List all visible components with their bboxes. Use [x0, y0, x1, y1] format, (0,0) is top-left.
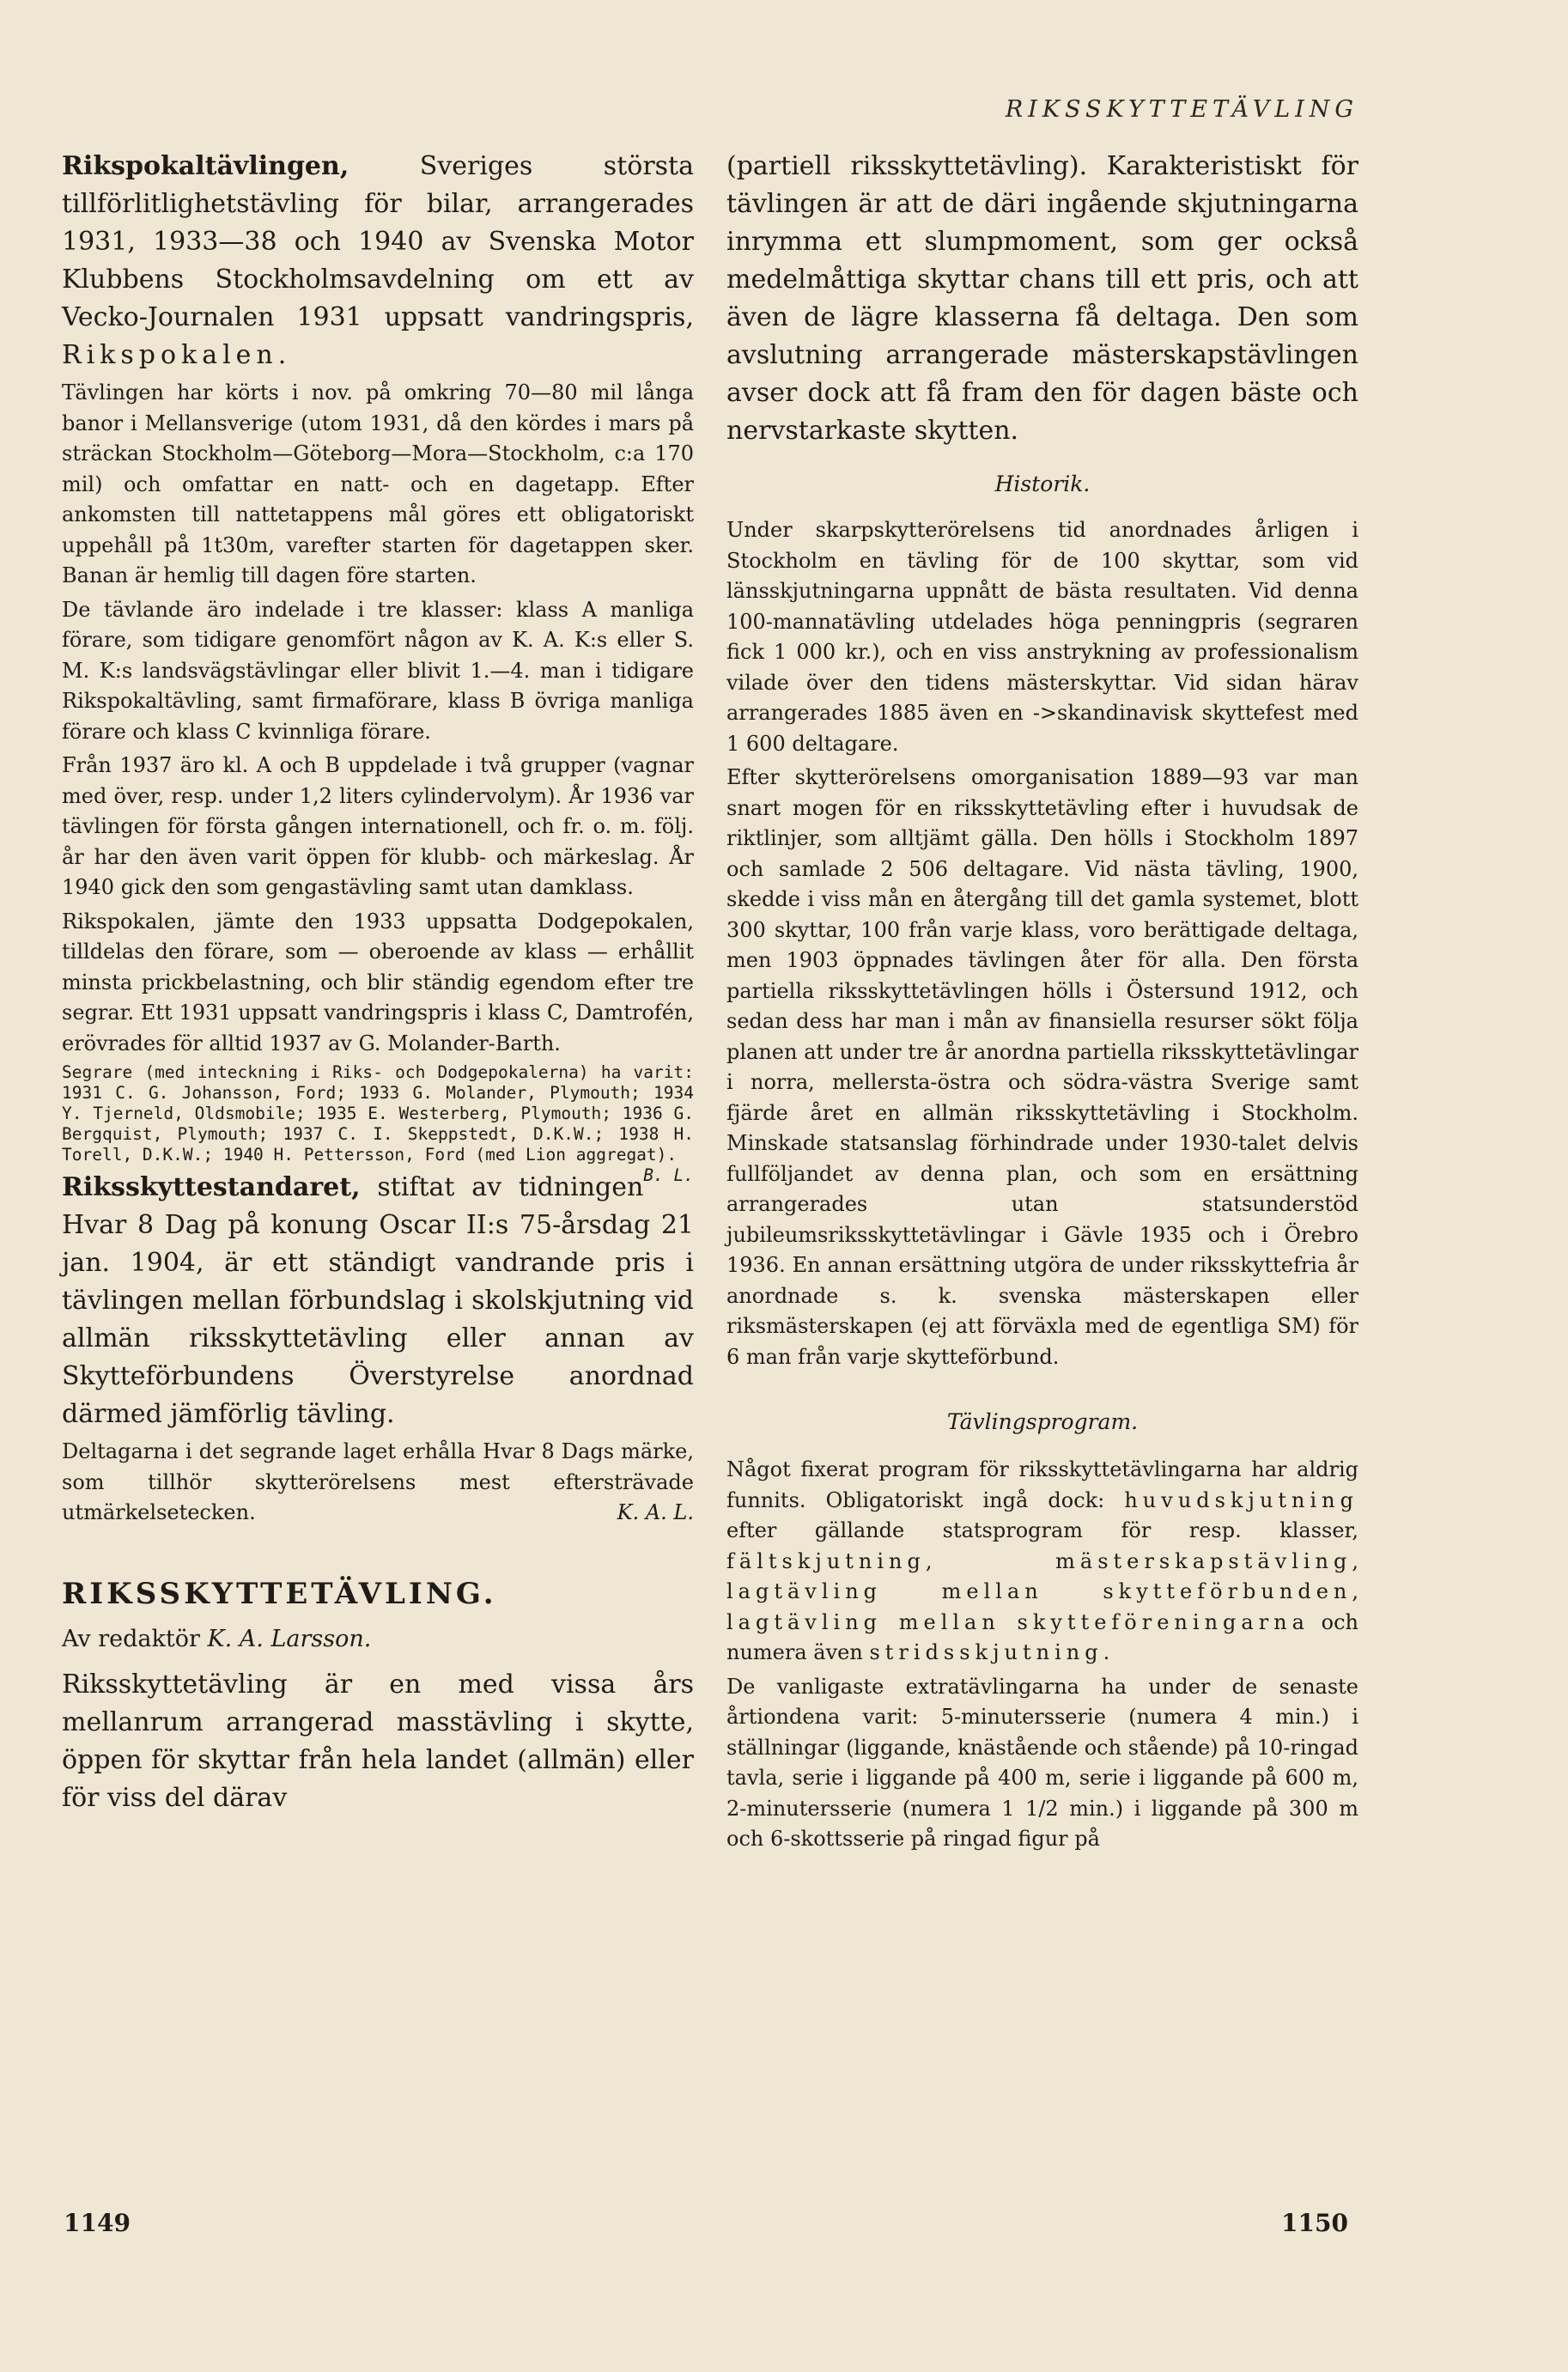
program-text-k: och numera även [726, 1609, 1358, 1664]
program-text-a: Något fixerat program för riksskyttetävlingarna har aldrig funnits. Obligatoriskt ingå dock: [726, 1457, 1358, 1512]
program-text-g: , [1352, 1548, 1358, 1573]
article-title: RIKSSKYTTETÄVLING. [62, 1576, 497, 1611]
program-term-lag-forening: lagtävling mellan skytteföreningarna [726, 1609, 1310, 1634]
historik-heading: Historik. [994, 471, 1091, 496]
rikspokal-paragraph-2: Tävlingen har körts i nov. på omkring 70—80 mil långa banor i Mellansverige (utom 1931, då den kördes i mars på sträckan Stockholm—Göteborg—Mora—Stockholm, c:a 170 mil) och omfattar en natt- och en dagetapp. Efter ankomsten till nattetappens mål göres ett obligatoriskt uppehåll på 1t30m, varefter starten för dagetappen sker. Banan är hemlig till dagen före starten. [62, 380, 694, 587]
program-heading: Tävlingsprogram. [946, 1409, 1139, 1434]
rikspokal-paragraph-3: De tävlande äro indelade i tre klasser: klass A manliga förare, som tidigare genomfört någon av K. A. K:s eller S. M. K:s landsvägstävlingar eller blivit 1.—4. man i tidigare Rikspokaltävling, samt firmaförare, klass B övriga manliga förare och klass C kvinnliga förare. [62, 597, 694, 744]
program-term-lag-forbund: lagtävling mellan skytteförbunden [726, 1579, 1352, 1603]
rikspokal-paragraph-5: Rikspokalen, jämte den 1933 uppsatta Dodgepokalen, tilldelas den förare, som — oberoende av klass — erhållit minsta prickbelastning, och blir ständig egendom efter tre segrar. Ett 1931 uppsatt vandringspris i klass C, Damtrofén, erövrades för alltid 1937 av G. Molander-Barth. [62, 909, 694, 1055]
rikspokal-intro-text: Sveriges största tillförlitlighetstävling för bilar, arrangerades 1931, 1933—38 och 1940 av Svenska Motor Klubbens Stockholmsavdelning om ett av Vecko-Journalen 1931 uppsatt vandringspris, [62, 151, 694, 332]
program-term-huvudskjutning: huvudskjutning [1124, 1487, 1358, 1512]
article-continuation: (partiell riksskyttetävling). Karakteristiskt för tävlingen är att de däri ingående skjutningarna inrymma ett slumpmoment, som ger också medelmåttiga skyttar chans till ett pris, och att även de lägre klasserna få deltaga. Den som avslutning arrangerade mästerskapstävlingen avser dock att få fram den för dagen bäste och nervstarkaste skytten. [726, 151, 1358, 446]
rikspokal-lead: Rikspokaltävlingen, [62, 151, 349, 181]
standard-intro-text: stiftat av tidningen Hvar 8 Dag på konung Oscar II:s 75-årsdag 21 jan. 1904, är ett ständigt vandrande pris i tävlingen mellan förbundslag i skolskjutning vid allmän riksskyttetävling eller annan av Skytteförbundens Överstyrelse anordnad därmed jämförlig tävling. [62, 1172, 694, 1429]
program-paragraph-1 [726, 1455, 1358, 1669]
historik-paragraph-1: Under skarpskytterörelsens tid anordnades årligen i Stockholm en tävling för de 100 skyttar, som vid länsskjutningarna uppnått de bästa resultaten. Vid denna 100-mannatävling utdelades höga penningpris (segraren fick 1 000 kr.), och en viss anstrykning av professionalism vilade över den tidens mästerskyttar. Vid sidan härav arrangerades 1885 även en ->skandinavisk skyttefest med 1 600 deltagare. [726, 518, 1358, 756]
program-paragraph-2: De vanligaste extratävlingarna ha under de senaste årtiondena varit: 5-minutersserie (numera 4 min.) i ställningar (liggande, knästående och stående) på 10-ringad tavla, serie i liggande på 400 m, serie i liggande på 600 m, 2-minutersserie (numera 1 1/2 min.) i liggande på 300 m och 6-skottsserie på ringad figur på [726, 1674, 1358, 1851]
byline-prefix: Av redaktör [62, 1625, 208, 1652]
right-column [726, 148, 1358, 1858]
rikspokal-intro-spaced: Rikspokalen. [62, 340, 292, 370]
article-intro: Riksskyttetävling är en med vissa års mellanrum arrangerad masstävling i skytte, öppen för skyttar från hela landet (allmän) eller för viss del därav [62, 1669, 694, 1813]
article-byline [62, 1623, 694, 1656]
page-number-left: 1149 [64, 2209, 131, 2237]
program-term-faltskjutning: fältskjutning [726, 1548, 926, 1573]
program-text-i: , [1352, 1579, 1358, 1603]
rikspokal-intro [62, 148, 694, 374]
standard-paragraph-2 [62, 1437, 694, 1529]
rikspokal-paragraph-4: Från 1937 äro kl. A och B uppdelade i två grupper (vagnar med över, resp. under 1,2 liters cylindervolym). År 1936 var tävlingen för första gången internationell, och fr. o. m. följ. år har den även varit öppen för klubb- och märkeslag. År 1940 gick den som gengastävling samt utan damklass. [62, 753, 694, 899]
rikspokal-winners [62, 1062, 694, 1185]
standard-paragraph-2-text: Deltagarna i det segrande laget erhålla Hvar 8 Dags märke, som tillhör skytterörelsens mest eftersträvade utmärkelsetecken. [62, 1439, 694, 1524]
rikspokal-winners-text: Segrare (med inteckning i Riks- och Dodgepokalerna) ha varit: 1931 C. G. Johansson, Ford; 1933 G. Molander, Plymouth; 1934 Y. Tjerneld, Oldsmobile; 1935 E. Westerberg, Plymouth; 1936 G. Bergquist, Plymouth; 1937 C. I. Skeppstedt, D.K.W.; 1938 H. Torell, D.K.W.; 1940 H. Pettersson, Ford (med Lion aggregat). [62, 1062, 694, 1165]
byline-name: K. A. Larsson. [207, 1625, 372, 1652]
standard-lead: Riksskyttestandaret, [62, 1172, 361, 1202]
rikspokal-signature: B. L. [643, 1165, 694, 1185]
program-text-e: , [925, 1548, 1056, 1573]
page-number-right: 1150 [1281, 2209, 1348, 2237]
standard-signature: K. A. L. [617, 1500, 694, 1524]
program-term-strid: stridsskjutning [869, 1640, 1103, 1664]
program-text-c: efter gällande statsprogram för resp. klasser, [726, 1518, 1358, 1542]
standard-intro [62, 1169, 694, 1433]
historik-paragraph-2: Efter skytterörelsens omorganisation 1889—93 var man snart mogen för en riksskyttetävling efter i huvudsak de riktlinjer, som alltjämt gälla. Den hölls i Stockholm 1897 och samlade 2 506 deltagare. Vid nästa tävling, 1900, skedde i viss mån en återgång till det gamla systemet, blott 300 skyttar, 100 från varje klass, voro berättigade deltaga, men 1903 öppnades tävlingen åter för alla. Den första partiella riksskyttetävlingen hölls i Östersund 1912, och sedan dess har man i mån av finansiella resurser sökt följa planen att under tre år anordna partiella riksskyttetävlingar i norra, mellersta-östra och södra-västra Sverige samt fjärde året en allmän riksskyttetävling i Stockholm. Minskade statsanslag förhindrade under 1930-talet delvis fullföljandet av denna plan, och som en ersättning arrangerades utan statsunderstöd jubileumsriksskyttetävlingar i Gävle 1935 och i Örebro 1936. En annan ersättning utgöra de under riksskyttefria år anordnade s. k. svenska mästerskapen eller riksmästerskapen (ej att förväxla med de egentliga SM) för 6 man från varje skytteförbund. [726, 765, 1358, 1369]
program-text-m: . [1103, 1640, 1110, 1664]
program-term-masterskap: mästerskapstävling [1055, 1548, 1352, 1573]
left-column [62, 148, 694, 1821]
running-head: RIKSSKYTTETÄVLING [1005, 96, 1358, 123]
